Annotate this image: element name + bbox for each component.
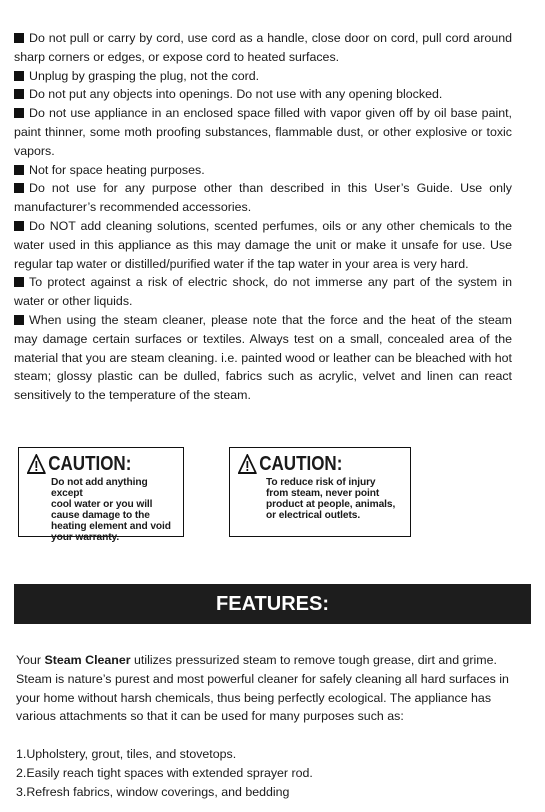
- square-bullet-icon: [14, 183, 24, 193]
- warning-item: When using the steam cleaner, please note that the force and the heat of the steam may damage certain surfaces or textiles. Always test on a small, concealed area of the material that you are steam cleaning. i.e. painted wood or leather can be bleached with hot steam; glossy plastic can be dulled, fabrics such as acrylic, velvet and linen can react sensitively to the temperature of the steam.: [14, 312, 512, 403]
- warning-item: Do not use appliance in an enclosed space filled with vapor given off by oil base paint, paint thinner, some moth proofing substances, flammable dust, or other explosive or toxic vapors.: [14, 106, 512, 158]
- features-intro: Your Steam Cleaner utilizes pressurized steam to remove tough grease, dirt and grime. Steam is nature’s purest and most powerful cleaner for safely cleaning all hard surfaces in your home without harsh chemicals, thus being perfectly ecological. The appliance has various attachments so that it can be used for many purposes such as:: [16, 653, 509, 724]
- square-bullet-icon: [14, 277, 24, 287]
- square-bullet-icon: [14, 221, 24, 231]
- square-bullet-icon: [14, 315, 24, 325]
- square-bullet-icon: [14, 165, 24, 175]
- features-heading: FEATURES:: [216, 592, 329, 615]
- warning-item: Do NOT add cleaning solutions, scented perfumes, oils or any other chemicals to the water used in this appliance as this may damage the unit or make it unsafe for use. Use regular tap water or distilled/purified water if the tap water in your area is very hard.: [14, 218, 512, 271]
- caution-heading: CAUTION:: [238, 454, 377, 474]
- list-item: 1.Upholstery, grout, tiles, and stovetops.: [16, 747, 237, 761]
- list-item: 2.Easily reach tight spaces with extended sprayer rod.: [16, 765, 313, 780]
- warning-item: To protect against a risk of electric shock, do not immerse any part of the system in water or other liquids.: [14, 275, 512, 309]
- square-bullet-icon: [14, 89, 24, 99]
- warning-item: Not for space heating purposes.: [14, 161, 512, 180]
- list-item: 3.Refresh fabrics, window coverings, and bedding: [16, 784, 290, 799]
- square-bullet-icon: [14, 71, 24, 81]
- caution-box-water: [18, 447, 184, 543]
- caution-heading: CAUTION:: [27, 454, 153, 474]
- square-bullet-icon: [14, 108, 24, 118]
- square-bullet-icon: [14, 33, 24, 43]
- features-list: [16, 745, 516, 801]
- warning-item: Unplug by grasping the plug, not the cord.: [14, 67, 512, 86]
- caution-box-steam: [229, 447, 411, 537]
- warning-triangle-icon: [238, 454, 257, 474]
- caution-text: Do not add anything except cool water or you will cause damage to the heating element and void your warranty.: [51, 477, 171, 543]
- warning-item: Do not use for any purpose other than described in this User’s Guide. Use only manufacturer’s recommended accessories.: [14, 181, 512, 215]
- warning-triangle-icon: [27, 454, 46, 474]
- warning-item: Do not pull or carry by cord, use cord as a handle, close door on cord, pull cord around sharp corners or edges, or expose cord to heated surfaces.: [14, 31, 512, 64]
- caution-text: To reduce risk of injury from steam, never point product at people, animals, or electrical outlets.: [266, 477, 396, 521]
- features-banner: [14, 584, 531, 624]
- safety-warnings: [14, 29, 512, 405]
- warning-item: Do not put any objects into openings. Do not use with any opening blocked.: [14, 85, 512, 104]
